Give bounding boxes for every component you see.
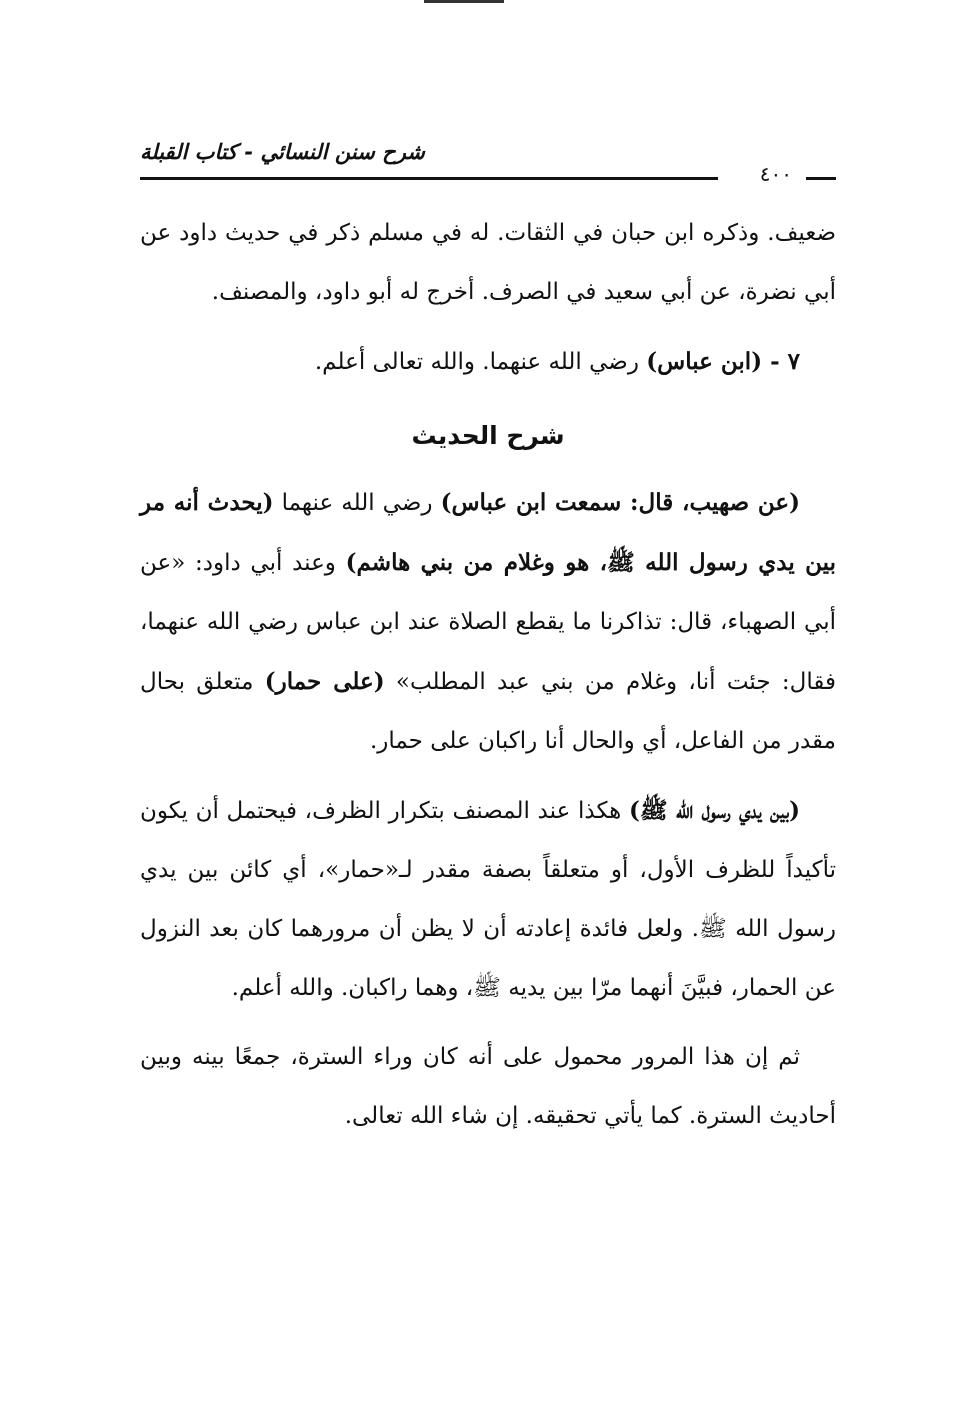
narrator-name: ٧ - (ابن عباس) <box>646 348 800 375</box>
paragraph-3 <box>140 473 836 771</box>
paragraph-3-text-3: متعلق بحال مقدر من الفاعل، أي والحال أنا راكبان على حمار. <box>140 669 836 754</box>
header-rule <box>140 177 718 180</box>
hadith-quote-3: (على حمار) <box>264 668 385 695</box>
paragraph-1: ضعيف. وذكره ابن حبان في الثقات. له في مسلم ذكر في حديث داود عن أبي نضرة، عن أبي سعيد في الصرف. أخرج له أبو داود، والمصنف. <box>140 220 836 305</box>
paragraph-2-text: رضي الله عنهما. والله تعالى أعلم. <box>314 349 647 375</box>
paragraph-2 <box>140 332 836 392</box>
running-title: شرح سنن النسائي - كتاب القبلة <box>140 140 425 164</box>
hadith-quote-4: (بين يدي رسول الله ﷺ) <box>628 797 800 824</box>
hadith-quote-2: (يحدث أنه مر بين يدي رسول الله ﷺ، هو وغلام من بني هاشم) <box>140 489 836 576</box>
paragraph-4-text: هكذا عند المصنف بتكرار الظرف، فيحتمل أن يكون تأكيداً للظرف الأول، أو متعلقاً بصفة مقدر لـ«حمار»، أي كائن بين يدي رسول الله ﷺ. ولعل فائدة إعادته أن لا يظن أن مرورهما كان بعد النزول عن الحمار، فبيَّنَ أنهما مرّا بين يديه ﷺ، وهما راكبان. والله أعلم. <box>140 798 836 1001</box>
section-heading: شرح الحديث <box>411 421 565 450</box>
page-number: ٤٠٠ <box>759 162 792 186</box>
top-scan-mark <box>424 0 504 3</box>
page-body <box>140 204 836 1146</box>
hadith-quote-1: (عن صهيب، قال: سمعت ابن عباس) <box>440 489 800 516</box>
paragraph-3-text-1: رضي الله عنهما <box>273 490 441 516</box>
page-number-rule <box>806 177 836 180</box>
page-header <box>140 140 836 188</box>
paragraph-4 <box>140 781 836 1018</box>
paragraph-5: ثم إن هذا المرور محمول على أنه كان وراء السترة، جمعًا بينه وبين أحاديث السترة. كما يأتي تحقيقه. إن شاء الله تعالى. <box>140 1044 836 1129</box>
paragraph-3-text-2: وعند أبي داود: «عن أبي الصهباء، قال: تذاكرنا ما يقطع الصلاة عند ابن عباس رضي الله عنهما، فقال: جئت أنا، وغلام من بني عبد المطلب» <box>140 550 836 695</box>
